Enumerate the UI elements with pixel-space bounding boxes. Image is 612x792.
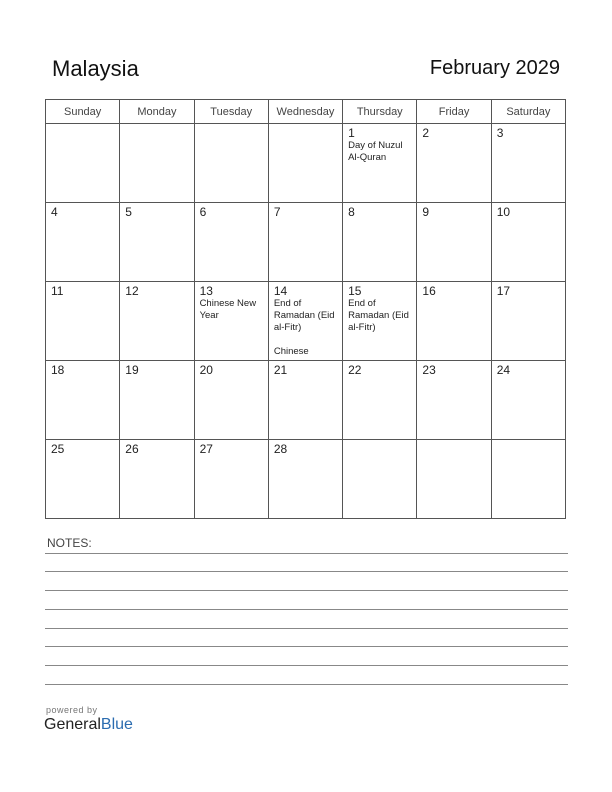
day-number: 11 xyxy=(51,284,64,298)
day-cell xyxy=(491,282,565,361)
day-cell xyxy=(417,440,491,519)
week-row xyxy=(46,124,566,203)
notes-line xyxy=(45,646,568,647)
weekday-monday: Monday xyxy=(120,100,194,124)
day-cell xyxy=(343,282,417,361)
day-cell xyxy=(194,361,268,440)
holiday-label: Chinese New Year xyxy=(199,298,257,321)
day-number: 3 xyxy=(496,126,504,140)
day-number: 26 xyxy=(125,442,139,456)
day-number: 16 xyxy=(422,284,436,298)
day-number: 17 xyxy=(496,284,511,298)
notes-line xyxy=(45,665,568,666)
day-number: 18 xyxy=(51,363,65,377)
day-cell xyxy=(120,282,194,361)
week-row xyxy=(46,282,566,361)
day-number: 9 xyxy=(422,205,430,219)
day-cell xyxy=(268,203,342,282)
brand-logo-general: General xyxy=(44,716,101,733)
weekday-header-row xyxy=(46,100,566,124)
day-cell xyxy=(46,203,120,282)
day-number: 19 xyxy=(125,363,139,377)
day-cell xyxy=(194,124,268,203)
day-cell xyxy=(194,282,268,361)
day-cell xyxy=(491,203,565,282)
day-number: 14 xyxy=(273,284,288,298)
weekday-tuesday: Tuesday xyxy=(194,100,268,124)
day-number: 27 xyxy=(199,442,213,456)
day-number: 7 xyxy=(273,205,281,219)
day-cell xyxy=(194,203,268,282)
day-number: 28 xyxy=(273,442,288,456)
day-cell xyxy=(268,440,342,519)
notes-line xyxy=(45,684,568,685)
day-cell xyxy=(46,361,120,440)
day-number: 22 xyxy=(348,363,362,377)
week-row xyxy=(46,203,566,282)
day-cell xyxy=(194,440,268,519)
day-cell xyxy=(343,124,417,203)
day-number: 10 xyxy=(496,205,511,219)
brand-logo xyxy=(44,716,133,734)
day-number: 8 xyxy=(348,205,355,219)
day-number: 23 xyxy=(422,363,436,377)
day-number: 2 xyxy=(422,126,430,140)
day-cell xyxy=(417,203,491,282)
day-cell xyxy=(343,361,417,440)
day-cell xyxy=(417,124,491,203)
day-cell xyxy=(120,440,194,519)
day-cell xyxy=(491,361,565,440)
day-number: 13 xyxy=(199,284,213,298)
holiday-label: End of Ramadan (Eid al-Fitr) xyxy=(348,298,409,333)
day-cell xyxy=(343,203,417,282)
day-number: 21 xyxy=(273,363,288,377)
weekday-sunday: Sunday xyxy=(46,100,120,124)
weekday-saturday: Saturday xyxy=(491,100,565,124)
day-number: 24 xyxy=(496,363,511,377)
month-title: February 2029 xyxy=(429,57,560,79)
calendar-grid xyxy=(45,99,566,519)
day-cell xyxy=(120,361,194,440)
day-cell xyxy=(343,440,417,519)
day-cell xyxy=(46,282,120,361)
day-number: 6 xyxy=(199,205,207,219)
holiday-label: End of Ramadan (Eid al-Fitr) xyxy=(273,298,335,333)
day-cell xyxy=(120,203,194,282)
day-cell xyxy=(491,440,565,519)
notes-line xyxy=(45,571,568,572)
week-row xyxy=(46,361,566,440)
powered-by-text: powered by xyxy=(46,705,98,715)
country-title: Malaysia xyxy=(52,56,139,81)
day-number: 20 xyxy=(199,363,213,377)
holiday-label: Day of Nuzul Al-Quran xyxy=(348,140,403,163)
weekday-wednesday: Wednesday xyxy=(268,100,342,124)
day-number: 4 xyxy=(51,205,58,219)
brand-logo-blue: Blue xyxy=(100,716,133,733)
notes-line xyxy=(45,553,568,554)
day-number: 12 xyxy=(125,284,139,298)
day-cell xyxy=(417,282,491,361)
day-number: 5 xyxy=(125,205,132,219)
notes-line xyxy=(45,628,568,629)
weekday-thursday: Thursday xyxy=(343,100,417,124)
day-cell xyxy=(268,124,342,203)
holiday-label: Chinese xyxy=(273,346,309,357)
week-row xyxy=(46,440,566,519)
notes-line xyxy=(45,609,568,610)
day-cell xyxy=(268,361,342,440)
day-cell xyxy=(491,124,565,203)
day-cell xyxy=(46,440,120,519)
day-number: 25 xyxy=(51,442,65,456)
notes-label: NOTES: xyxy=(47,536,92,550)
notes-line xyxy=(45,590,568,591)
day-number: 15 xyxy=(348,284,362,298)
day-cell xyxy=(417,361,491,440)
day-cell xyxy=(46,124,120,203)
day-cell xyxy=(268,282,342,361)
weekday-friday: Friday xyxy=(417,100,491,124)
day-cell xyxy=(120,124,194,203)
day-number: 1 xyxy=(348,126,355,140)
